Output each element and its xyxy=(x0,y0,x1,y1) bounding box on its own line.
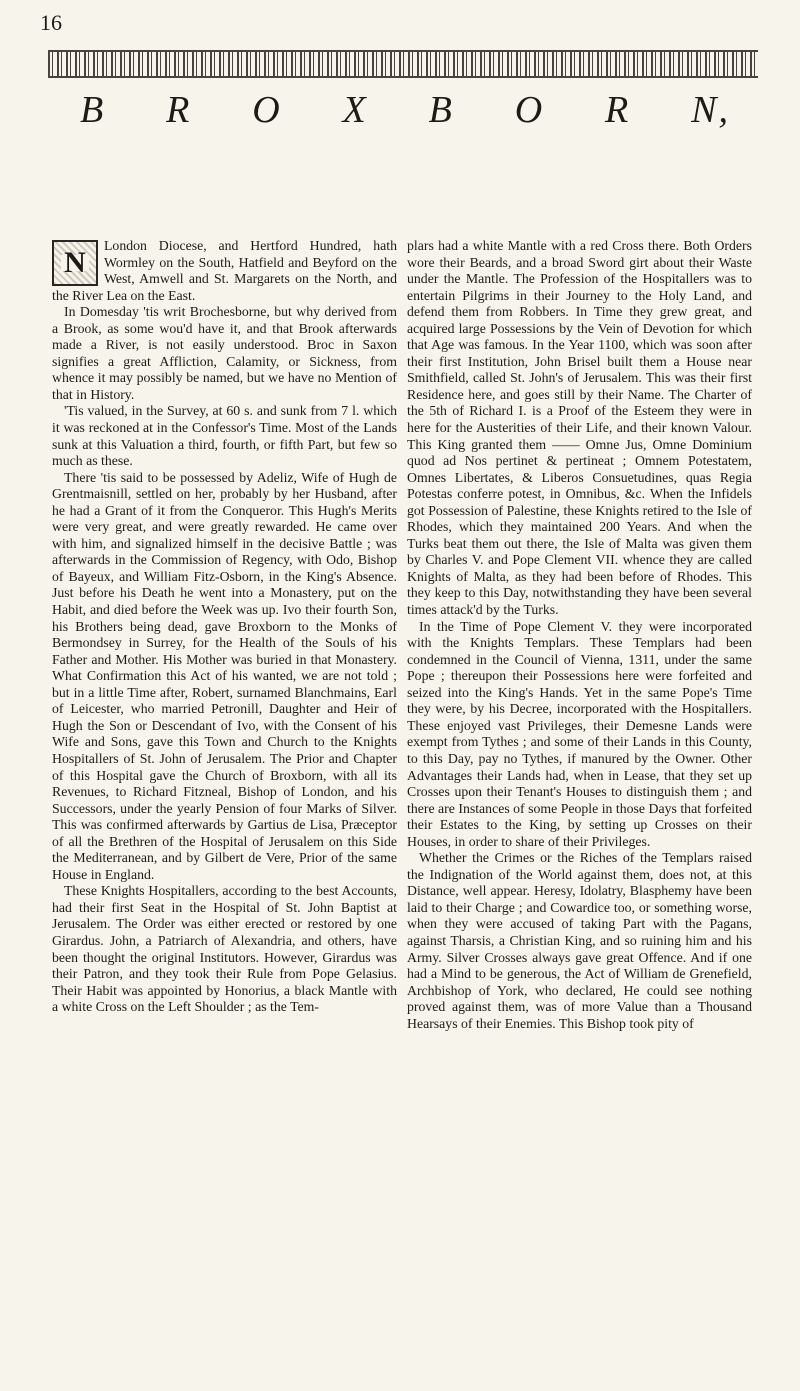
paragraph: 'Tis valued, in the Survey, at 60 s. and sunk from 7 l. which it was reckoned at in the Confessor's Time. Most of the Lands sunk at this Valuation a third, fourth, or fifth Part, but few so much as these. xyxy=(52,403,397,469)
paragraph: London Diocese, and Hertford Hundred, hath Wormley on the South, Hatfield and Beyford on the West, Amwell and St. Margarets on the North, and the River Lea on the East. xyxy=(52,238,397,303)
heading-letter: R xyxy=(166,89,192,131)
heading-letter: O xyxy=(514,89,545,131)
right-column xyxy=(407,238,752,1032)
paragraph: plars had a white Mantle with a red Cross there. Both Orders wore their Beards, and a broad Sword girt about their Waste under the Mantle. The Profession of the Hospitallers was to entertain Pilgrims in their Journey to the Holy Land, and defend them from Robbers. In Time they grew great, and acquired large Possessions by the Vein of Devotion for which that Age was famous. In the Year 1100, which was soon after their first Institution, John Brisel built them a House near Smithfield, called St. John's of Jerusalem. This was their first Residence here, and goes still by their Name. The Charter of the 5th of Richard I. is a Proof of the Esteem they were in here for the Austerities of their Life, and their known Valour. This King granted them —— Omne Jus, Omne Dominium quod ad Nos pertinet & pertineat ; Omnem Potestatem, Omnes Libertates, & Liberos Consuetudines, quas Regia Potestas conferre potest, in Omnibus, &c. When the Infidels got Possession of Palestine, these Knights retired to the Isle of Rhodes, which they maintained 200 Years. And when the Turks beat them out there, the Isle of Malta was given them by Charles V. and Pope Clement VII. whence they are called Knights of Malta, as they had been before of Rhodes. This they keep to this Day, notwithstanding they have been several times attack'd by the Turks. xyxy=(407,238,752,618)
paragraph: In the Time of Pope Clement V. they were incorporated with the Knights Templars. These Templars had been condemned in the Council of Vienna, 1311, under the same Pope ; thereupon their Possessions here were forfeited and seized into the King's Hands. Yet in the same Pope's Time they were, by his Decree, incorporated with the Hospitallers. These enjoyed vast Privileges, their Demesne Lands were exempt from Tythes ; and some of their Lands in this County, to this Day, pay no Tythes, if manured by the Owner. Other Advantages their Lands had, when in Lease, that they set up Crosses upon their Tenant's Houses to distinguish them ; and there are Instances of some People in those Days that forfeited their Estates to the King, by setting up Crosses on their Houses, in order to share of their Privileges. xyxy=(407,618,752,849)
running-heading xyxy=(80,88,730,132)
paragraph: These Knights Hospitallers, according to the best Accounts, had their first Seat in the Hospital of St. John Baptist at Jerusalem. The Order was either erected or restored by one Girardus. John, a Patriarch of Alexandria, and others, have been thought the original Institutors. However, Girardus was their Patron, and they took their Rule from Pope Gelasius. Their Habit was appointed by Honorius, a black Mantle with a white Cross on the Left Shoulder ; as the Tem- xyxy=(52,883,397,1015)
ornament-band xyxy=(48,50,758,78)
heading-letter: B xyxy=(80,89,106,131)
heading-letter: B xyxy=(428,89,454,131)
heading-letter: R xyxy=(605,89,631,131)
heading-letter: N, xyxy=(691,89,730,131)
paragraph: Whether the Crimes or the Riches of the Templars raised the Indignation of the World against them, does not, at this Distance, well appear. Heresy, Idolatry, Blasphemy have been laid to their Charge ; and Cowardice too, or something worse, when they were accused of taking Part with the Pagans, against Tharsis, a Christian King, and so ruining him and his Army. Silver Crosses always gave great Offence. And if one had a Mind to be generous, the Act of William de Grenefield, Archbishop of York, who declared, He could see nothing proved against them, was of more Value than a Thousand Hearsays of their Enemies. This Bishop took pity of xyxy=(407,850,752,1031)
page-number: 16 xyxy=(40,10,62,35)
paragraph: In Domesday 'tis writ Brochesborne, but why derived from a Brook, as some wou'd have it, and that Brook afterwards made a River, is not easily understood. Broc in Saxon signifies a great Affliction, Calamity, or Sickness, from whence it may possibly be named, but we have no Mention of that in History. xyxy=(52,304,397,402)
dropcap-block xyxy=(52,238,397,304)
dropcap-initial: N xyxy=(52,240,98,286)
paragraph: There 'tis said to be possessed by Adeliz, Wife of Hugh de Grentmaisnill, settled on her, probably by her Husband, after he had a Grant of it from the Conqueror. This Hugh's Merits were very great, and were greatly rewarded. He came over with him, and signalized himself in the decisive Battle ; was afterwards in the Commission of Regency, with Odo, Bishop of Bayeux, and William Fitz-Osborn, in the King's Absence. Just before his Death he went into a Monastery, put on the Habit, and died before the Week was up. Ivo their fourth Son, his Brothers being dead, gave Broxborn to the Monks of Bermondsey in Surrey, for the Health of the Souls of his Father and Mother. His Mother was buried in that Monastery. What Confirmation this Act of his wanted, we are not told ; but in a little Time after, Robert, surnamed Blanchmains, Earl of Leicester, who married Petronill, Daughter and Heir of Hugh the Son or Descendant of Ivo, with the Consent of his Wife and Sons, gave this Town and Church to the Knights Hospitallers of St. John of Jerusalem. The Prior and Chapter of this Hospital gave the Church of Broxborn, with all its Revenues, to Richard Fitzneal, Bishop of London, and his Successors, under the yearly Pension of four Marks of Silver. This was confirmed afterwards by Gartius de Lisa, Præceptor of all the Brethren of the Hospital of Jerusalem on this Side the Mediterranean, and by Gilbert de Vere, Prior of the same House in England. xyxy=(52,469,397,882)
left-column xyxy=(52,238,397,1016)
heading-letter: X xyxy=(342,89,368,131)
heading-letter: O xyxy=(252,89,282,131)
